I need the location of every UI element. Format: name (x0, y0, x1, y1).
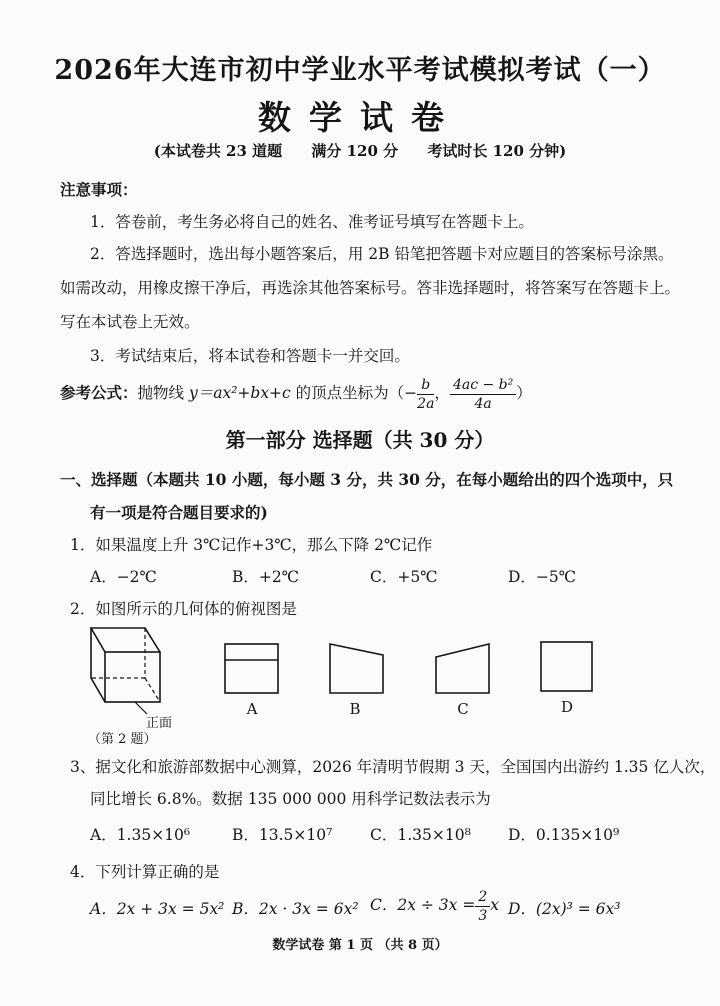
exam-info-time: 考试时长 120 分钟) (427, 142, 567, 160)
front-label: 正面 (146, 716, 173, 731)
formula-equation: y＝ax²+bx+c (188, 384, 291, 402)
question-1-option-c: C．+5℃ (370, 568, 438, 586)
question-3-line-1: 3、据文化和旅游部数据中心测算，2026 年清明节假期 3 天，全国国内出游约 1.35 亿人次， (70, 758, 716, 776)
option-a-shape (224, 643, 280, 695)
option-d-shape (540, 641, 594, 693)
notes-item-3: 3．考试结束后，将本试卷和答题卡一并交回。 (90, 347, 410, 365)
exam-subtitle: 数学试卷 (258, 98, 462, 137)
question-4-stem: 4．下列计算正确的是 (70, 863, 220, 881)
page-footer: 数学试卷 第 1 页 （共 8 页） (272, 938, 448, 953)
question-4-option-c-fraction (475, 888, 490, 925)
exam-info-score: 满分 120 分 (311, 142, 399, 160)
question-4-option-b: B．2x · 3x = 6x² (232, 900, 359, 918)
question-4-option-a: A．2x + 3x = 5x² (90, 900, 225, 918)
notes-item-1: 1．答卷前，考生务必将自己的姓名、准考证号填写在答题卡上。 (90, 213, 534, 231)
exam-info (0, 140, 720, 161)
option-c-trapezoid (436, 644, 489, 693)
question-4-option-c-num: 2 (475, 888, 490, 907)
notes-item-2-line-2: 如需改动，用橡皮擦干净后，再选涂其他答案标号。答非选择题时，将答案写在答题卡上。 (60, 279, 681, 297)
formula-fraction-1-num: b (417, 376, 434, 395)
question-1-stem: 1．如果温度上升 3℃记作+3℃，那么下降 2℃记作 (70, 536, 433, 554)
notes-item-2-line-3: 写在本试卷上无效。 (60, 313, 200, 331)
question-4-option-d: D．(2x)³ = 6x³ (508, 900, 621, 918)
solid-hidden-edge-diagonal (145, 678, 160, 702)
exam-info-questions: (本试卷共 23 道题 (153, 142, 283, 160)
reference-formula (60, 374, 532, 413)
option-a-label: A (246, 700, 258, 718)
formula-text-before: 抛物线 (137, 384, 189, 402)
question-4-option-c (370, 886, 499, 925)
option-b-shape (329, 643, 385, 695)
option-c-shape (435, 643, 491, 695)
formula-fraction-2 (450, 376, 516, 413)
formula-text-middle: 的顶点坐标为（− (290, 384, 418, 402)
formula-close: ） (516, 384, 532, 402)
question-1-option-a: A．−2℃ (90, 568, 157, 586)
question-2-stem: 2．如图所示的几何体的俯视图是 (70, 600, 297, 618)
formula-label: 参考公式： (60, 383, 138, 402)
option-a-outer-rect (225, 644, 278, 693)
notes-heading: 注意事项： (60, 180, 138, 199)
option-c-label: C (457, 700, 469, 718)
exam-title: 2026年大连市初中学业水平考试模拟考试（一） (54, 55, 666, 86)
question-3-option-a: A．1.35×10⁶ (90, 826, 191, 844)
question-1-option-b: B．+2℃ (232, 568, 300, 586)
question-4-option-c-post: x (490, 896, 499, 914)
part1-instructions-line-1: 一、选择题（本题共 10 小题，每小题 3 分，共 30 分，在每小题给出的四个选项中，只 (60, 470, 674, 489)
option-d-square (541, 642, 592, 691)
solid-top-face (91, 628, 160, 652)
option-b-label: B (349, 700, 361, 718)
question-1-option-d: D．−5℃ (508, 568, 577, 586)
question-3-line-2: 同比增长 6.8%。数据 135 000 000 用科学记数法表示为 (90, 790, 491, 808)
formula-fraction-2-den: 4a (474, 395, 492, 412)
formula-sep: ， (434, 384, 450, 402)
solid-figure-diagram (85, 622, 175, 722)
section-title: 第一部分 选择题（共 30 分） (225, 428, 495, 452)
question-4-option-c-den: 3 (478, 907, 488, 924)
formula-fraction-1 (417, 376, 434, 413)
question-3-option-d: D．0.135×10⁹ (508, 826, 620, 844)
solid-front-face (105, 652, 160, 702)
part1-instructions-line-2: 有一项是符合题目要求的) (90, 503, 268, 522)
option-b-trapezoid (330, 644, 383, 693)
option-d-label: D (560, 698, 574, 716)
notes-item-2-line-1: 2．答选择题时，选出每小题答案后，用 2B 铅笔把答题卡对应题目的答案标号涂黑。 (90, 245, 674, 263)
formula-fraction-2-num: 4ac − b² (450, 376, 516, 395)
figure-caption: （第 2 题） (88, 732, 157, 747)
formula-fraction-1-den: 2a (417, 395, 435, 412)
question-3-option-c: C．1.35×10⁸ (370, 826, 471, 844)
question-4-option-c-pre: C．2x ÷ 3x = (370, 896, 476, 914)
question-3-option-b: B．13.5×10⁷ (232, 826, 333, 844)
